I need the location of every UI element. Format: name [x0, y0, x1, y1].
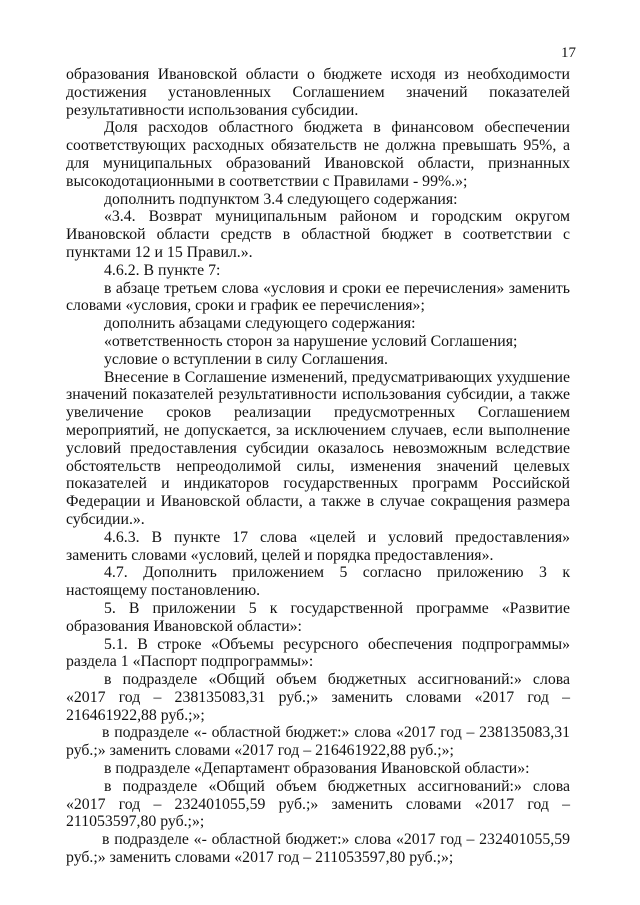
paragraph-4-6-2: 4.6.2. В пункте 7: — [104, 261, 221, 279]
document-body — [66, 66, 570, 867]
paragraph-entry-into-force: условие о вступлении в силу Соглашения. — [104, 350, 388, 368]
paragraph-regional-budget-2: в подразделе «- областной бюджет:» слова «2017 год – 232401055,59 руб.;» заменить словами «2017 год – 211053597,80 руб.;»; — [66, 831, 570, 867]
paragraph-third-abzac: в абзаце третьем слова «условия и сроки ее перечисления» заменить словами «условия, сроки и график ее перечисления»; — [66, 279, 570, 315]
paragraph-4-7: 4.7. Дополнить приложением 5 согласно приложению 3 к настоящему постановлению. — [66, 564, 570, 600]
page-number: 17 — [561, 45, 576, 61]
paragraph-amendments: Внесение в Соглашение изменений, предусматривающих ухудшение значений показателей результативности использования субсидии, а также увеличение сроков реализации предусмотренных Соглашением мероприятий, не допускается, за исключением случаев, если выполнение условий предоставления субсидии оказалось невозможным вследствие обстоятельств непреодолимой силы, изменения значений целевых показателей и индикаторов государственных программ Российской Федерации и Ивановской области, а также в случае сокращения размера субсидии.». — [66, 368, 570, 528]
paragraph-4-6-3: 4.6.3. В пункте 17 слова «целей и условий предоставления» заменить словами «условий, целей и порядка предоставления». — [66, 528, 570, 564]
paragraph-total-budget-2: в подразделе «Общий объем бюджетных ассигнований:» слова «2017 год – 232401055,59 руб.;» заменить словами «2017 год – 211053597,80 руб.;»; — [66, 777, 570, 831]
paragraph-total-budget-1: в подразделе «Общий объем бюджетных ассигнований:» слова «2017 год – 238135083,31 руб.;» заменить словами «2017 год – 216461922,88 руб.;»; — [66, 671, 570, 724]
paragraph-responsibility: «ответственность сторон за нарушение условий Соглашения; — [104, 332, 518, 350]
paragraph-add-abzacs: дополнить абзацами следующего содержания: — [104, 315, 416, 333]
paragraph-budget-share: Доля расходов областного бюджета в финансовом обеспечении соответствующих расходных обязательств не должна превышать 95%, а для муниципальных образований Ивановской области, признанных высокодотационными в соответствии с Правилами - 99%.»; — [66, 119, 570, 190]
paragraph-regional-budget-1: в подразделе «- областной бюджет:» слова «2017 год – 238135083,31 руб.;» заменить словами «2017 год – 216461922,88 руб.;»; — [66, 724, 570, 760]
paragraph-3-4-text: «3.4. Возврат муниципальным районом и городским округом Ивановской области средств в областной бюджет в соответствии с пунктами 12 и 15 Правил.». — [66, 208, 570, 261]
paragraph-continuation: образования Ивановской области о бюджете исходя из необходимости достижения установленных Соглашением значений показателей результативности использования субсидии. — [66, 66, 570, 119]
paragraph-education-dept: в подразделе «Департамент образования Ивановской области»: — [104, 760, 530, 778]
paragraph-add-3-4: дополнить подпунктом 3.4 следующего содержания: — [104, 190, 458, 208]
paragraph-5-1: 5.1. В строке «Объемы ресурсного обеспечения подпрограммы» раздела 1 «Паспорт подпрограммы»: — [66, 635, 570, 671]
paragraph-5: 5. В приложении 5 к государственной программе «Развитие образования Ивановской области»: — [66, 599, 570, 635]
